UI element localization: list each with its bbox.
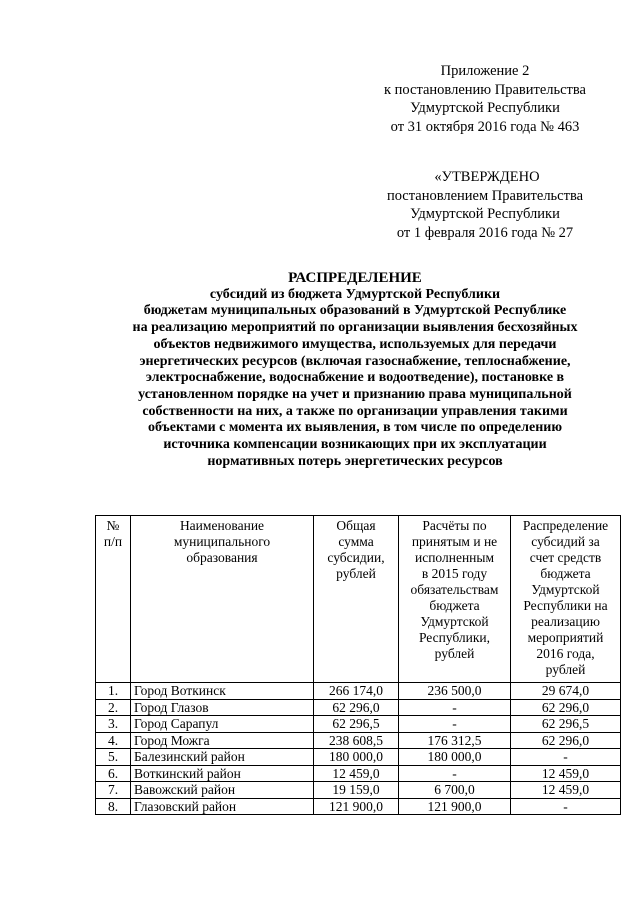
header-line: счет средств (529, 550, 602, 565)
cell-distribution: 29 674,0 (511, 683, 621, 700)
table-row (96, 732, 621, 749)
cell-number: 2. (96, 699, 131, 716)
distribution-table (95, 515, 621, 815)
cell-name: Вавожский район (131, 782, 314, 799)
cell-distribution: - (511, 798, 621, 815)
header-line: обязательствам (410, 582, 499, 597)
cell-number: 1. (96, 683, 131, 700)
header-line: Расчёты по (422, 518, 487, 533)
title-line: бюджетам муниципальных образований в Удмуртской Республике (143, 303, 567, 319)
table-row (96, 782, 621, 799)
title-line: нормативных потерь энергетических ресурсов (207, 453, 503, 469)
approved-line: от 1 февраля 2016 года № 27 (396, 224, 574, 241)
cell-total: 19 159,0 (314, 782, 399, 799)
appendix-line: Приложение 2 (440, 63, 530, 79)
header-distribution (511, 516, 621, 683)
cell-number: 8. (96, 798, 131, 815)
cell-total: 180 000,0 (314, 749, 399, 766)
cell-distribution: 62 296,0 (511, 699, 621, 716)
cell-name: Город Глазов (131, 699, 314, 716)
header-line: Удмуртской (420, 614, 489, 629)
header-line: рублей (434, 646, 475, 661)
cell-total: 12 459,0 (314, 765, 399, 782)
cell-total: 121 900,0 (314, 798, 399, 815)
header-line: Общая (336, 518, 376, 533)
cell-name: Балезинский район (131, 749, 314, 766)
cell-distribution: 12 459,0 (511, 765, 621, 782)
cell-name: Глазовский район (131, 798, 314, 815)
appendix-line: от 31 октября 2016 года № 463 (390, 118, 580, 135)
title-line: на реализацию мероприятий по организации выявления бесхозяйных (132, 320, 578, 336)
approved-line: «УТВЕРЖДЕНО (434, 169, 540, 185)
cell-total: 266 174,0 (314, 683, 399, 700)
cell-name: Город Воткинск (131, 683, 314, 700)
table-header-row (96, 516, 621, 683)
header-calculations (399, 516, 511, 683)
cell-calculations: 6 700,0 (399, 782, 511, 799)
approved-block (360, 168, 610, 242)
header-line: рублей (336, 566, 376, 581)
header-line: бюджета (429, 598, 480, 613)
cell-number: 6. (96, 765, 131, 782)
approved-line: Удмуртской Республики (410, 206, 560, 222)
header-line: образования (186, 550, 258, 565)
cell-number: 3. (96, 716, 131, 733)
header-line: бюджета (540, 566, 591, 581)
header-line: принятым и не (411, 534, 498, 549)
header-line: Наименование (179, 518, 265, 533)
cell-name: Город Сарапул (131, 716, 314, 733)
cell-calculations: 180 000,0 (399, 749, 511, 766)
header-line: сумма (338, 534, 374, 549)
approved-line: постановлением Правительства (386, 187, 584, 204)
header-line: муниципального (173, 534, 271, 549)
header-line: п/п (103, 534, 123, 549)
cell-distribution: 12 459,0 (511, 782, 621, 799)
appendix-line: к постановлению Правительства (384, 81, 586, 98)
title-line: энергетических ресурсов (включая газоснабжение, теплоснабжение, (139, 353, 571, 369)
cell-distribution: 62 296,0 (511, 732, 621, 749)
title-line: объектами с момента их выявления, в том числе по определению (147, 420, 563, 436)
cell-number: 5. (96, 749, 131, 766)
header-line: 2016 года, (536, 646, 595, 661)
title-line: установленном порядке на учет и признанию права муниципальной (138, 386, 572, 402)
cell-calculations: 236 500,0 (399, 683, 511, 700)
header-line: № (106, 518, 120, 533)
header-total (314, 516, 399, 683)
header-line: мероприятий (527, 630, 604, 645)
cell-calculations: - (399, 699, 511, 716)
title-line: источника компенсации возникающих при их эксплуатации (163, 437, 547, 453)
cell-name: Воткинский район (131, 765, 314, 782)
cell-calculations: - (399, 765, 511, 782)
cell-number: 4. (96, 732, 131, 749)
header-line: исполненным (414, 550, 495, 565)
header-line: Республики на (523, 598, 608, 613)
header-number (96, 516, 131, 683)
title-line: электроснабжение, водоснабжение и водоотведение), постановке в (145, 370, 565, 386)
table-row (96, 716, 621, 733)
header-line: Республики, (418, 630, 491, 645)
cell-total: 62 296,5 (314, 716, 399, 733)
header-line: рублей (545, 662, 586, 677)
header-line: Распределение (522, 518, 609, 533)
appendix-block (360, 62, 610, 136)
cell-calculations: 121 900,0 (399, 798, 511, 815)
header-line: реализацию (531, 614, 600, 629)
table-row (96, 798, 621, 815)
cell-number: 7. (96, 782, 131, 799)
cell-name: Город Можга (131, 732, 314, 749)
header-name (131, 516, 314, 683)
header-line: Удмуртской (531, 582, 600, 597)
cell-calculations: - (399, 716, 511, 733)
title-line: субсидий из бюджета Удмуртской Республики (209, 286, 501, 302)
cell-distribution: - (511, 749, 621, 766)
cell-distribution: 62 296,5 (511, 716, 621, 733)
title-line: собственности на них, а также по организации управления такими (142, 403, 568, 419)
title-heading: РАСПРЕДЕЛЕНИЕ (288, 270, 422, 286)
table-row (96, 683, 621, 700)
table-row (96, 749, 621, 766)
table-row (96, 765, 621, 782)
document-title (95, 270, 615, 470)
header-line: в 2015 году (421, 566, 488, 581)
cell-calculations: 176 312,5 (399, 732, 511, 749)
table-row (96, 699, 621, 716)
appendix-line: Удмуртской Республики (410, 100, 560, 116)
cell-total: 62 296,0 (314, 699, 399, 716)
title-line: объектов недвижимого имущества, используемых для передачи (153, 336, 557, 352)
cell-total: 238 608,5 (314, 732, 399, 749)
header-line: субсидии, (327, 550, 385, 565)
header-line: субсидий за (531, 534, 600, 549)
